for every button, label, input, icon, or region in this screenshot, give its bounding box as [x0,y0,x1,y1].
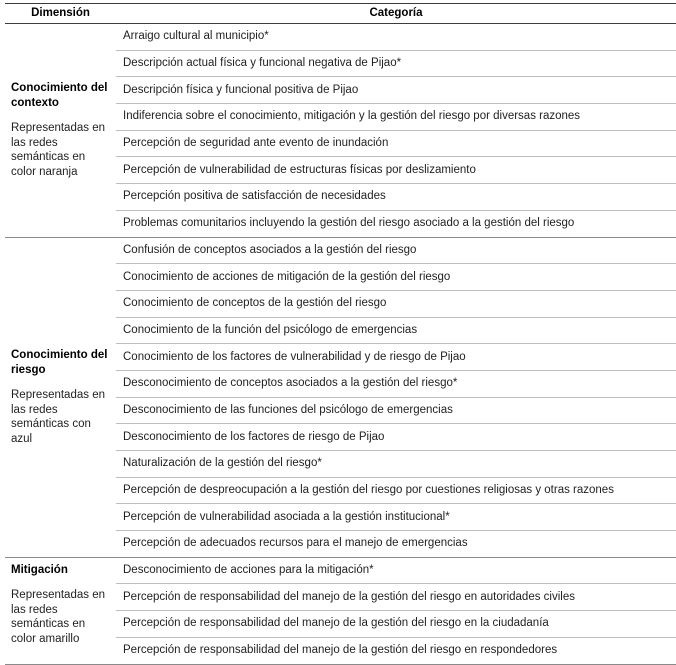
column-header-categoria: Categoría [116,4,676,24]
dimension-cell [5,24,116,238]
dimension-name: Conocimiento del riesgo [11,349,108,376]
category-cell: Arraigo cultural al municipio* [116,24,676,51]
category-cell: Confusión de conceptos asociados a la gestión del riesgo [116,237,676,264]
dimension-group [5,557,676,664]
table-row [5,557,676,584]
category-cell: Percepción de responsabilidad del manejo de la gestión del riesgo en autoridades civiles [116,584,676,611]
category-cell: Naturalización de la gestión del riesgo* [116,451,676,478]
category-cell: Percepción de vulnerabilidad de estructuras físicas por deslizamiento [116,157,676,184]
category-cell: Desconocimiento de conceptos asociados a la gestión del riesgo* [116,370,676,397]
category-cell: Descripción física y funcional positiva de Pijao [116,77,676,104]
category-cell: Desconocimiento de acciones para la mitigación* [116,557,676,584]
category-cell: Percepción de seguridad ante evento de inundación [116,130,676,157]
category-cell: Descripción actual física y funcional negativa de Pijao* [116,50,676,77]
category-cell: Conocimiento de los factores de vulnerabilidad y de riesgo de Pijao [116,344,676,371]
column-header-dimension: Dimensión [5,4,116,24]
category-cell: Percepción de responsabilidad del manejo de la gestión del riesgo en respondedores [123,644,558,657]
table-header [5,4,676,24]
dimension-cell [5,237,116,557]
category-cell: Conocimiento de la función del psicólogo de emergencias [116,317,676,344]
table-row [5,24,676,51]
dimension-name: Mitigación [11,563,68,576]
category-cell: Conocimiento de conceptos de la gestión del riesgo [116,290,676,317]
header-row [5,4,676,24]
category-cell: Percepción de vulnerabilidad asociada a la gestión institucional* [116,504,676,531]
dimension-name: Conocimiento del contexto [11,82,108,109]
dimension-description: Representadas en las redes semánticas en color naranja [11,122,105,178]
dimension-description: Representadas en las redes semánticas con azul [11,389,105,445]
category-cell: Conocimiento de acciones de mitigación de la gestión del riesgo [116,264,676,291]
dimension-description: Representadas en las redes semánticas en color amarillo [11,589,105,645]
category-cell: Desconocimiento de los factores de riesgo de Pijao [116,424,676,451]
category-cell: Indiferencia sobre el conocimiento, mitigación y la gestión del riesgo por diversas razones [116,104,676,131]
category-cell: Percepción positiva de satisfacción de necesidades [116,184,676,211]
category-cell: Percepción de despreocupación a la gestión del riesgo por cuestiones religiosas y otras razones [116,477,676,504]
dimension-group [5,237,676,557]
category-cell: Percepción de responsabilidad del manejo de la gestión del riesgo en la ciudadanía [116,611,676,638]
category-cell: Desconocimiento de las funciones del psicólogo de emergencias [116,397,676,424]
dimension-cell [5,557,116,664]
dimension-group [5,24,676,238]
category-cell: Percepción de adecuados recursos para el manejo de emergencias [123,537,468,550]
category-cell: Problemas comunitarios incluyendo la gestión del riesgo asociado a la gestión del riesgo [123,217,575,230]
table-row [5,237,676,264]
dimensions-categories-table [5,3,676,665]
